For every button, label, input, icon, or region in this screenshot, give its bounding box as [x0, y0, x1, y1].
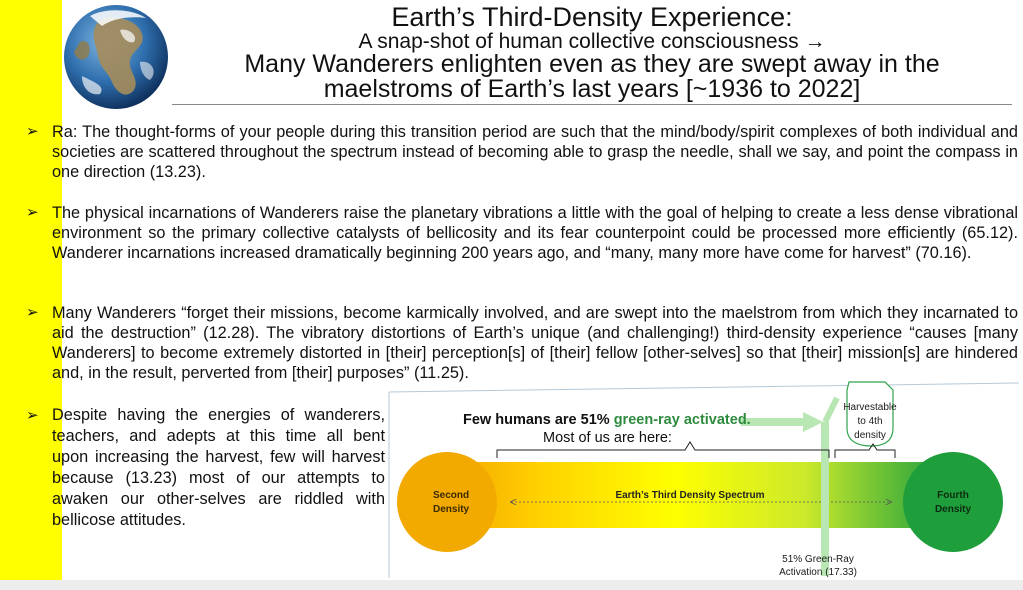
- bullet-arrow-icon: ➢: [26, 123, 39, 140]
- fourth-density-label-1: Fourth: [937, 490, 969, 501]
- bullet-text: The physical incarnations of Wanderers raise the planetary vibrations a little with the goal of helping to create a less dense vibrational environment so the primary collective catalysts of bellicosity and its fear counterpoint could be processed more efficiently (65.12). Wanderer incarnations increased dramatically beginning 200 years ago, and “many, many more have come for harvest” (70.16).: [52, 204, 1018, 262]
- fourth-density-circle: [903, 452, 1003, 552]
- harvestable-line-1: Harvestable: [843, 402, 897, 413]
- bullet-arrow-icon: ➢: [26, 204, 39, 221]
- subline-text: Most of us are here:: [543, 430, 672, 446]
- diagram-frame-top: [389, 383, 1019, 392]
- fourth-density-label-2: Density: [934, 504, 972, 515]
- slide-title: [172, 4, 1012, 105]
- green-ray-diagonal: [825, 398, 837, 422]
- spectrum-label: Earth’s Third Density Spectrum: [615, 490, 765, 501]
- title-line-3: Many Wanderers enlighten even as they are swept away in the: [244, 50, 940, 78]
- title-line-4: maelstroms of Earth’s last years [~1936 to 2022]: [323, 75, 861, 103]
- bullet-arrow-icon: ➢: [26, 304, 39, 321]
- second-density-label-2: Density: [433, 504, 470, 515]
- bullet-paragraph-3: [26, 303, 1018, 383]
- second-density-circle: [397, 452, 497, 552]
- title-line-1: Earth’s Third-Density Experience:: [391, 2, 793, 32]
- green-ray-arrow-head: [803, 412, 823, 432]
- activation-line-2: Activation (17.33): [779, 567, 857, 578]
- earth-globe-icon: [60, 2, 172, 112]
- bullet-arrow-icon: ➢: [26, 407, 39, 424]
- harvestable-line-3: density: [854, 430, 886, 441]
- bullet-text: Ra: The thought-forms of your people during this transition period are such that the mind/body/spirit complexes of both individual and societies are scattered throughout the spectrum instead of becoming able to grasp the needle, shall we say, and point the compass in one direction (13.23).: [52, 123, 1018, 181]
- headline-text: Few humans are 51% green-ray activated.: [463, 412, 751, 428]
- bullet-paragraph-1: [26, 122, 1018, 182]
- bullet-paragraph-4: [26, 405, 385, 531]
- footer-strip: [0, 580, 1023, 590]
- harvestable-line-2: to 4th: [857, 416, 883, 427]
- bullet-paragraph-2: [26, 203, 1018, 263]
- title-line-2: A snap-shot of human collective consciousness →: [358, 30, 826, 53]
- second-density-label-1: Second: [433, 490, 470, 501]
- density-spectrum-diagram: [385, 380, 1023, 580]
- activation-line-1: 51% Green-Ray: [782, 554, 854, 565]
- bullet-text: Many Wanderers “forget their missions, become karmically involved, and are swept into the maelstrom from which they incarnated to aid the destruction” (12.28). The vibratory distortions of Earth’s unique (and challenging!) third-density experience “causes [many Wanderers] to become extremely distorted in [their] perception[s] of [their] fellow [other-selves] so that [their] mission[s] are hindered and, in the result, perverted from [their] purposes” (11.25).: [52, 304, 1018, 382]
- bullet-text: Despite having the energies of wanderers, teachers, and adepts at this time all bent upon increasing the harvest, few will harvest because (13.23) most of our attempts to awaken our other-selves are riddled with bellicose attitudes.: [52, 406, 385, 529]
